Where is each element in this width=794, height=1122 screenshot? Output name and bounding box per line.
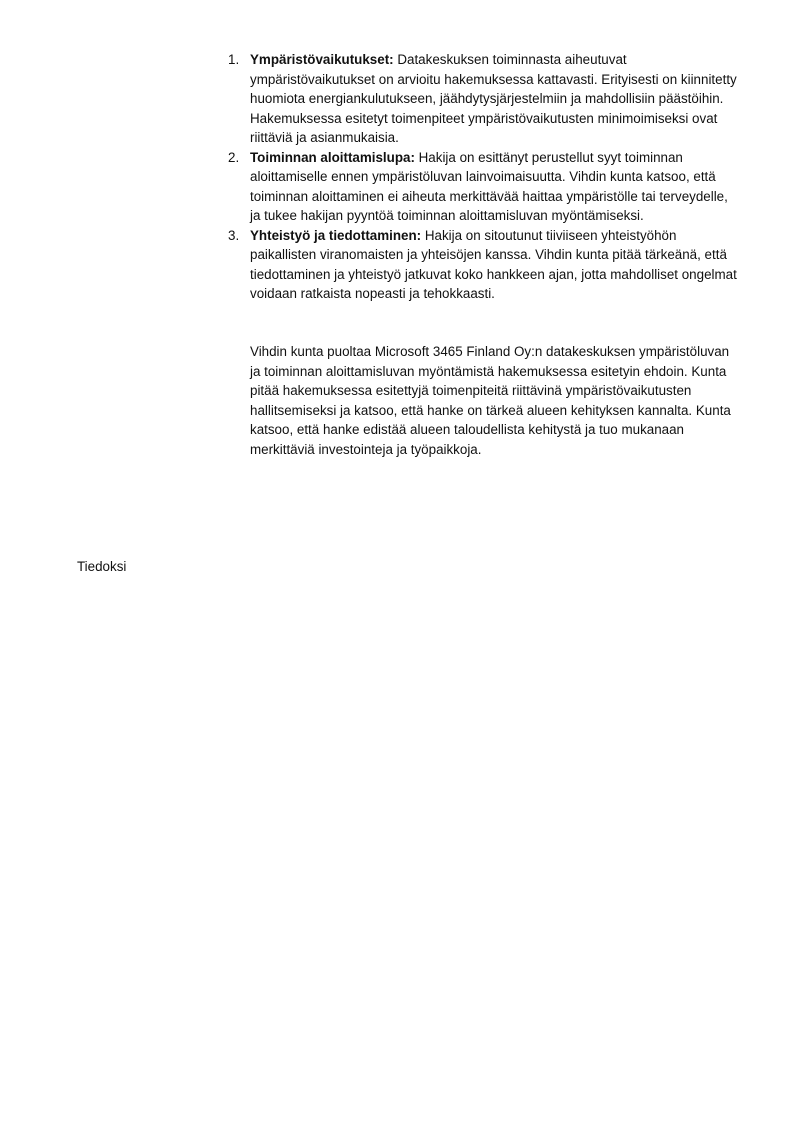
list-item-number: 3. — [228, 227, 240, 243]
numbered-list — [228, 50, 740, 304]
list-item-text: Hakija on sitoutunut tiiviiseen yhteistyöhön paikallisten viranomaisten ja yhteisöjen kanssa. Vihdin kunta pitää tärkeänä, että tiedottaminen ja yhteistyö jatkuvat koko hankkeen ajan, jotta mahdolliset ongelmat voidaan ratkaista nopeasti ja tehokkaasti. — [250, 227, 737, 301]
list-item — [228, 148, 740, 226]
list-item — [228, 50, 740, 148]
list-item-number: 1. — [228, 52, 240, 67]
list-item-text: Datakeskuksen toiminnasta aiheutuvat ympäristövaikutukset on arvioitu hakemuksessa kattavasti. Erityisesti on kiinnitetty huomiota energiankulutukseen, jäähdytysjärjestelmiin ja mahdollisiin päästöihin. Hakemuksessa esitetyt toimenpiteet ympäristövaikutusten minimoimiseksi ovat riittäviä ja asianmukaisia. — [250, 52, 737, 145]
summary-paragraph: Vihdin kunta puoltaa Microsoft 3465 Finland Oy:n datakeskuksen ympäristöluvan ja toiminnan aloittamisluvan myöntämistä hakemuksessa esitetyin ehdoin. Kunta pitää hakemuksessa esitettyjä toimenpiteitä riittävinä ympäristövaikutusten hallitsemiseksi ja katsoo, että hanke on tärkeä alueen kehityksen kannalta. Kunta katsoo, että hanke edistää alueen taloudellista kehitystä ja tuo mukanaan merkittäviä investointeja ja työpaikkoja. — [250, 344, 731, 457]
tiedoksi-label: Tiedoksi — [77, 559, 127, 574]
list-item-number: 2. — [228, 149, 240, 165]
list-item-heading: Yhteistyö ja tiedottaminen: — [250, 227, 425, 243]
list-item-heading: Toiminnan aloittamislupa: — [250, 149, 419, 165]
list-item-text: Hakija on esittänyt perustellut syyt toiminnan aloittamiselle ennen ympäristöluvan lainvoimaisuutta. Vihdin kunta katsoo, että toiminnan aloittaminen ei aiheuta merkittävää haittaa ympäristölle tai terveydelle, ja tukee hakijan pyyntöä toiminnan aloittamisluvan myöntämiseksi. — [250, 149, 728, 223]
list-item — [228, 226, 740, 304]
list-item-heading: Ympäristövaikutukset: — [250, 52, 398, 67]
